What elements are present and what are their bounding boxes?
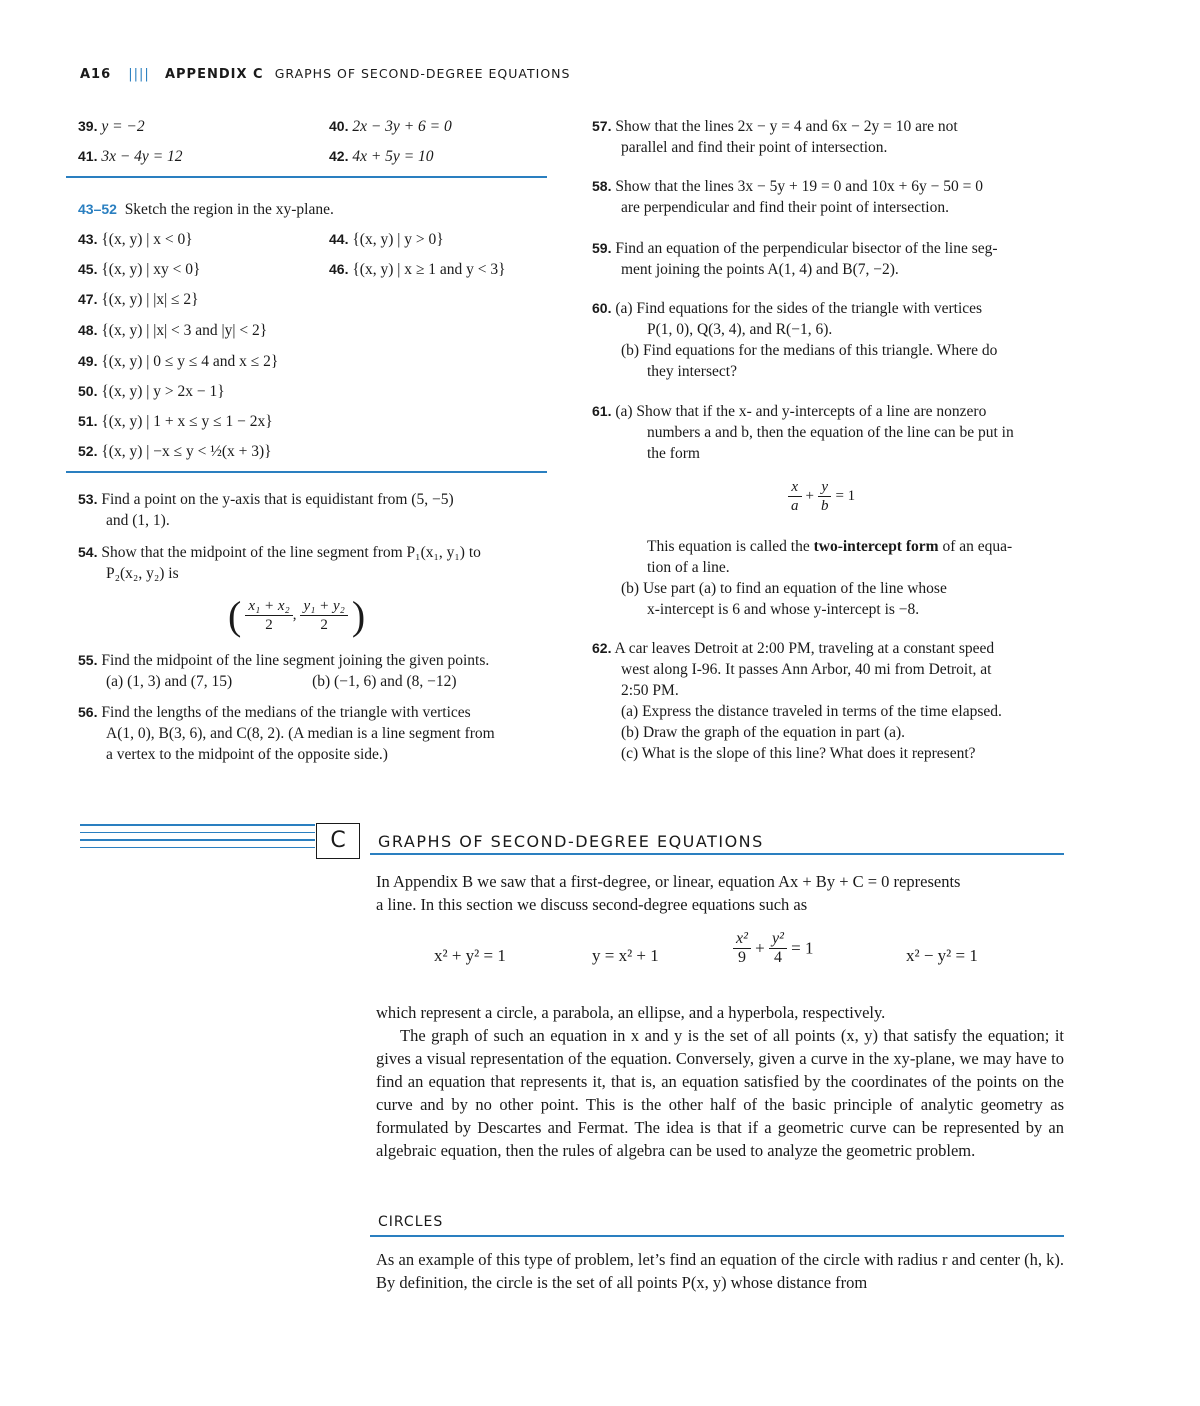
exercise-53: 53. Find a point on the y-axis that is equidistant from (5, −5) and (1, 1).: [78, 491, 454, 529]
exercise-61: 61. (a) Show that if the x- and y-intercepts of a line are nonzero numbers a and b, then the equation of the line can be put in the form: [592, 403, 1014, 462]
exercise-54: 54. Show that the midpoint of the line segment from P₁(x₁, y₁) to P₂(x₂, y₂) is: [78, 544, 481, 582]
exercise-45: 45. {(x, y) | xy < 0}: [78, 261, 201, 278]
paragraph-3: As an example of this type of problem, let’s find an equation of the circle with radius r and center (h, k). By definition, the circle is the set of all points P(x, y) whose distance from: [376, 1250, 1064, 1292]
page-number: A16: [80, 67, 112, 82]
equation-circle: x² + y² = 1: [434, 946, 506, 965]
exercise-46: 46. {(x, y) | x ≥ 1 and y < 3}: [329, 261, 506, 278]
exercise-48: 48. {(x, y) | |x| < 3 and |y| < 2}: [78, 322, 268, 339]
subsection-rule: [370, 1235, 1064, 1237]
exercise-41: 41. 3x − 4y = 12: [78, 148, 183, 165]
exercise-44: 44. {(x, y) | y > 0}: [329, 231, 444, 248]
exercise-59: 59. Find an equation of the perpendicular bisector of the line seg- ment joining the points A(1, 4) and B(7, −2).: [592, 240, 998, 278]
intro-paragraph: In Appendix B we saw that a first-degree, or linear, equation Ax + By + C = 0 represents a line. In this section we discuss second-degree equations such as: [376, 872, 961, 914]
exercise-56: 56. Find the lengths of the medians of the triangle with vertices A(1, 0), B(3, 6), and C(8, 2). (A median is a line segment from a vertex to the midpoint of the opposite side.): [78, 704, 495, 763]
appendix-label: APPENDIX C: [164, 67, 264, 82]
exercise-50: 50. {(x, y) | y > 2x − 1}: [78, 383, 225, 400]
running-header: [80, 66, 570, 82]
exercise-62: 62. A car leaves Detroit at 2:00 PM, traveling at a constant speed west along I-96. It passes Ann Arbor, 40 mi from Detroit, at 2:50 PM. (a) Express the distance traveled in terms of the time elapsed. (b) Draw the graph of the equation in part (a). (c) What is the slope of this line? What does it represent?: [592, 640, 1002, 762]
equation-ellipse: $\frac{\text{x²}}{9}$ + $\frac{\text{y²}}{4}$ = 1: [733, 930, 814, 967]
paragraph-1: which represent a circle, a parabola, an ellipse, and a hyperbola, respectively.: [376, 1003, 886, 1022]
exercise-61-note: This equation is called the two-intercept form of an equa- tion of a line. (b) Use part (a) to find an equation of the line whose x-intercept is 6 and whose y-intercept is −8.: [621, 538, 1013, 618]
section-rules: [80, 824, 315, 848]
paragraph-2: The graph of such an equation in x and y is the set of all points (x, y) that satisfy the equation; it gives a visual representation of the equation. Conversely, given a curve in the xy-plane, we may have to find an equation that represents it, that is, an equation satisfied by the coordinates of the points on the curve and by no other point. This is the other half of the basic principle of analytic geometry as formulated by Descartes and Fermat. The idea is that if a geometric curve can be represented by an algebraic equation, then the rules of algebra can be used to analyze the geometric problem.: [376, 1026, 1064, 1160]
section-rule: [370, 853, 1064, 855]
section-letter-box: C: [316, 823, 360, 859]
exercise-39: 39. y = −2: [78, 118, 145, 135]
midpoint-formula: ( $\frac{\text{x₁ + x₂}}{2}$ , $\frac{\text{y₁ + y₂}}{2}$ ): [228, 593, 366, 638]
exercise-43: 43. {(x, y) | x < 0}: [78, 231, 193, 248]
exercise-55: 55. Find the midpoint of the line segment joining the given points. (a) (1, 3) and (7, 15) (b) (−1, 6) and (8, −12): [78, 652, 490, 690]
section-title: GRAPHS OF SECOND-DEGREE EQUATIONS: [378, 832, 764, 851]
header-title: GRAPHS OF SECOND-DEGREE EQUATIONS: [274, 66, 571, 81]
exercise-52: 52. {(x, y) | −x ≤ y < ½(x + 3)}: [78, 443, 272, 460]
exercise-58: 58. Show that the lines 3x − 5y + 19 = 0 and 10x + 6y − 50 = 0 are perpendicular and find their point of intersection.: [592, 178, 983, 216]
exercise-51: 51. {(x, y) | 1 + x ≤ y ≤ 1 − 2x}: [78, 413, 273, 430]
two-intercept-formula: $\frac{x}{a}$ + $\frac{y}{b}$ = 1: [788, 478, 855, 515]
subsection-circles: CIRCLES: [378, 1214, 444, 1230]
equation-hyperbola: x² − y² = 1: [906, 946, 978, 965]
exercise-49: 49. {(x, y) | 0 ≤ y ≤ 4 and x ≤ 2}: [78, 353, 279, 370]
rule-2: [66, 471, 547, 473]
exercise-47: 47. {(x, y) | |x| ≤ 2}: [78, 291, 199, 308]
region-instruction: 43–52 Sketch the region in the xy-plane.: [78, 201, 334, 218]
header-bars: ||||: [128, 67, 150, 82]
rule-1: [66, 176, 547, 178]
equation-parabola: y = x² + 1: [592, 946, 659, 965]
exercise-57: 57. Show that the lines 2x − y = 4 and 6x − 2y = 10 are not parallel and find their point of intersection.: [592, 118, 958, 156]
exercise-40: 40. 2x − 3y + 6 = 0: [329, 118, 452, 135]
exercise-60: 60. (a) Find equations for the sides of the triangle with vertices P(1, 0), Q(3, 4), and R(−1, 6). (b) Find equations for the medians of this triangle. Where do they intersect?: [592, 300, 998, 380]
exercise-42: 42. 4x + 5y = 10: [329, 148, 434, 165]
